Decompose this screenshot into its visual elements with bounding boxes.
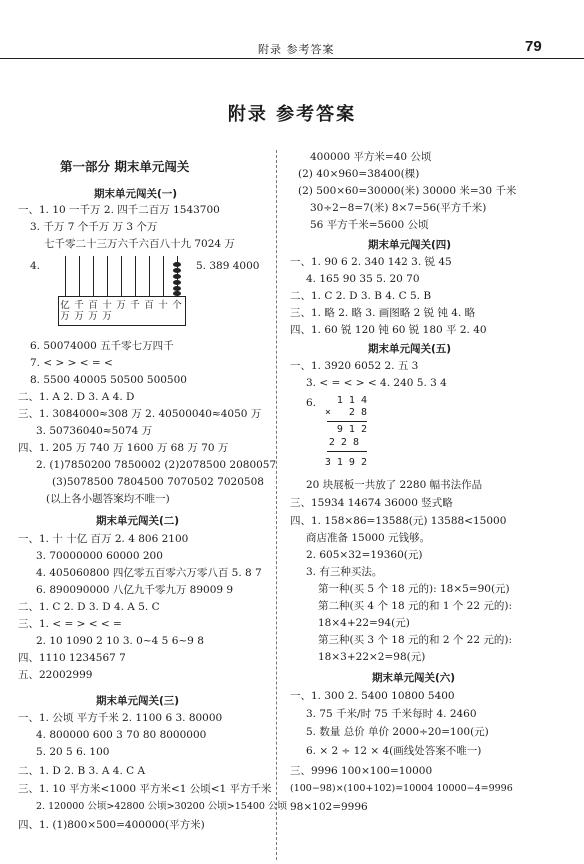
abacus-label: 万 xyxy=(116,300,126,311)
answer-line: 4. xyxy=(30,260,41,272)
abacus-label: 百 xyxy=(144,300,154,311)
answer-line: 2. 10 1090 2 10 3. 0~4 5 6~9 8 xyxy=(36,635,204,647)
answer-line: (3)5078500 7804500 7070502 7020508 xyxy=(52,476,264,488)
answer-line: 3. 千万 7 个千万 万 3 个万 xyxy=(30,221,158,233)
answer-line: 七千零二十三万六千六百八十九 7024 万 xyxy=(44,238,235,250)
answer-line: 6. 50074000 五千零七万四千 xyxy=(30,340,174,352)
abacus-rod xyxy=(163,256,164,296)
mult-row: × 2 8 xyxy=(324,407,367,418)
abacus-label: 千 xyxy=(130,300,140,311)
abacus-label: 亿万 xyxy=(60,300,70,322)
answer-line: 三、1. < = > < < = xyxy=(18,618,122,630)
answer-line: 五、22002999 xyxy=(18,669,93,681)
answer-line: 5. 389 4000 xyxy=(196,260,260,272)
answer-line: 四、1. 205 万 740 万 1600 万 68 万 70 万 xyxy=(18,442,229,454)
answer-line: (以上各小题答案均不唯一) xyxy=(46,493,170,505)
answer-line: 18×4+22=94(元) xyxy=(318,617,410,629)
answer-line: 二、1. C 2. D 3. D 4. A 5. C xyxy=(18,601,160,613)
answer-line: 5. 数量 总价 单价 2000÷20=100(元) xyxy=(306,726,489,738)
answer-line: 二、1. A 2. D 3. A 4. D xyxy=(18,391,135,403)
answer-line: 三、9996 100×100=10000 xyxy=(290,765,433,777)
answer-line: 30÷2−8=7(米) 8×7=56(平方千米) xyxy=(310,202,487,214)
answer-line: (2) 500×60=30000(米) 30000 米=30 千米 xyxy=(298,185,517,197)
answer-line: 4. 800000 600 3 70 80 8000000 xyxy=(36,729,207,741)
answer-line: 第三种(买 3 个 18 元的和 2 个 22 元的): xyxy=(318,634,513,646)
running-header: 附录 参考答案 xyxy=(258,43,335,56)
answer-line: 四、1. 158×86=13588(元) 13588<15000 xyxy=(290,515,507,527)
answer-line: 6. xyxy=(306,397,317,409)
answer-line: 三、1. 3084000≈308 万 2. 40500040≈4050 万 xyxy=(18,408,262,420)
answer-line: (100−98)×(100+102)=10004 10000−4=9996 xyxy=(290,783,513,794)
answer-line: 四、1. 60 锐 120 钝 60 锐 180 平 2. 40 xyxy=(290,324,487,336)
abacus-bead xyxy=(173,280,181,285)
abacus-label: 十 xyxy=(158,300,168,311)
section-title-3: 期末单元闯关(三) xyxy=(96,695,180,707)
abacus-rod xyxy=(79,256,80,296)
answer-line: 2. 120000 公顷>42800 公顷>30200 公顷>15400 公顷 xyxy=(36,801,287,812)
abacus-rod xyxy=(65,256,66,296)
abacus-bead xyxy=(173,262,181,267)
abacus-rod xyxy=(149,256,150,296)
answer-line: 四、1. (1)800×500=400000(平方米) xyxy=(18,819,205,831)
answer-line: 一、1. 300 2. 5400 10800 5400 xyxy=(290,690,455,702)
answer-line: 三、15934 14674 36000 竖式略 xyxy=(290,497,453,509)
answer-line: 一、1. 90 6 2. 340 142 3. 锐 45 xyxy=(290,256,452,268)
answer-line: 6. 890090000 八亿九千零九万 89009 9 xyxy=(36,584,234,596)
mult-rule xyxy=(327,421,367,422)
answer-line: 商店准备 15000 元钱够。 xyxy=(306,532,431,544)
mult-row: 2 2 8 xyxy=(328,437,359,448)
answer-line: 3. 有三种买法。 xyxy=(306,566,383,578)
answer-line: (2) 40×960=38400(棵) xyxy=(298,168,420,180)
section-title-5: 期末单元闯关(五) xyxy=(368,343,452,355)
abacus-rod xyxy=(107,256,108,296)
answer-line: 5. 20 5 6. 100 xyxy=(36,746,110,758)
answer-line: 一、1. 公顷 平方千米 2. 1100 6 3. 80000 xyxy=(18,712,223,724)
answer-line: 3. 50736040≈5074 万 xyxy=(36,425,153,437)
answer-line: 第二种(买 4 个 18 元的和 1 个 22 元的): xyxy=(318,600,513,612)
abacus-label: 十万 xyxy=(102,300,112,322)
mult-row: 3 1 9 2 xyxy=(324,457,367,468)
section-title-2: 期末单元闯关(二) xyxy=(96,515,180,527)
answer-line: 6. × 2 ÷ 12 × 4(画线处答案不唯一) xyxy=(306,745,482,757)
section-title-1: 期末单元闯关(一) xyxy=(94,188,178,200)
mult-row: 9 1 2 xyxy=(336,424,367,435)
answer-line: 3. 70000000 60000 200 xyxy=(36,550,163,562)
answer-line: 二、1. D 2. B 3. A 4. C A xyxy=(18,765,146,777)
answer-line: 3. 75 千米/时 75 千米每时 4. 2460 xyxy=(306,708,477,720)
answer-line: 4. 165 90 35 5. 20 70 xyxy=(306,273,420,285)
abacus-bead xyxy=(173,274,181,279)
answer-line: 8. 5500 40005 50500 500500 xyxy=(30,374,187,386)
answer-line: 7. < > > < = < xyxy=(30,357,113,369)
answer-line: 一、1. 十 十亿 百万 2. 4 806 2100 xyxy=(18,533,189,545)
section-title-6: 期末单元闯关(六) xyxy=(372,672,456,684)
abacus-bead xyxy=(173,268,181,273)
answer-line: 4. 405060800 四亿零五百零六万零八百 5. 8 7 xyxy=(36,567,262,579)
page-number: 79 xyxy=(525,38,542,55)
answer-line: 2. 605×32=19360(元) xyxy=(306,549,423,561)
part-heading: 第一部分 期末单元闯关 xyxy=(60,159,190,174)
page-title: 附录 参考答案 xyxy=(227,104,357,125)
abacus-rod xyxy=(121,256,122,296)
abacus-label: 个 xyxy=(172,300,182,311)
answer-line: 四、1110 1234567 7 xyxy=(18,652,126,664)
answer-line: 三、1. 10 平方米<1000 平方米<1 公顷<1 平方千米 xyxy=(18,783,272,795)
answer-line: 二、1. C 2. D 3. B 4. C 5. B xyxy=(290,290,432,302)
abacus-label: 百万 xyxy=(88,300,98,322)
answer-line: 18×3+22×2=98(元) xyxy=(318,651,426,663)
answer-line: 400000 平方米=40 公顷 xyxy=(310,151,432,163)
section-title-4: 期末单元闯关(四) xyxy=(368,239,452,251)
answer-line: 3. < = < > < 4. 240 5. 3 4 xyxy=(306,377,447,389)
mult-row: 1 1 4 xyxy=(336,395,367,406)
abacus-rod xyxy=(93,256,94,296)
header-rule xyxy=(0,58,584,59)
answer-line: 第一种(买 5 个 18 元的): 18×5=90(元) xyxy=(318,583,510,595)
answer-line: 2. (1)7850200 7850002 (2)2078500 2080057 xyxy=(36,459,277,471)
answer-line: 三、1. 略 2. 略 3. 画图略 2 锐 钝 4. 略 xyxy=(290,307,476,319)
abacus-rod xyxy=(135,256,136,296)
answer-line: 一、1. 3920 6052 2. 五 3 xyxy=(290,360,419,372)
abacus-label: 千万 xyxy=(74,300,84,322)
column-divider xyxy=(276,150,277,860)
answer-line: 一、1. 10 一千万 2. 四千二百万 1543700 xyxy=(18,204,220,216)
abacus-diagram xyxy=(58,256,186,326)
mult-rule xyxy=(327,451,367,452)
answer-line: 20 块展板一共放了 2280 幅书法作品 xyxy=(306,479,483,491)
answer-line: 98×102=9996 xyxy=(290,801,368,813)
answer-line: 56 平方千米=5600 公顷 xyxy=(310,219,429,231)
